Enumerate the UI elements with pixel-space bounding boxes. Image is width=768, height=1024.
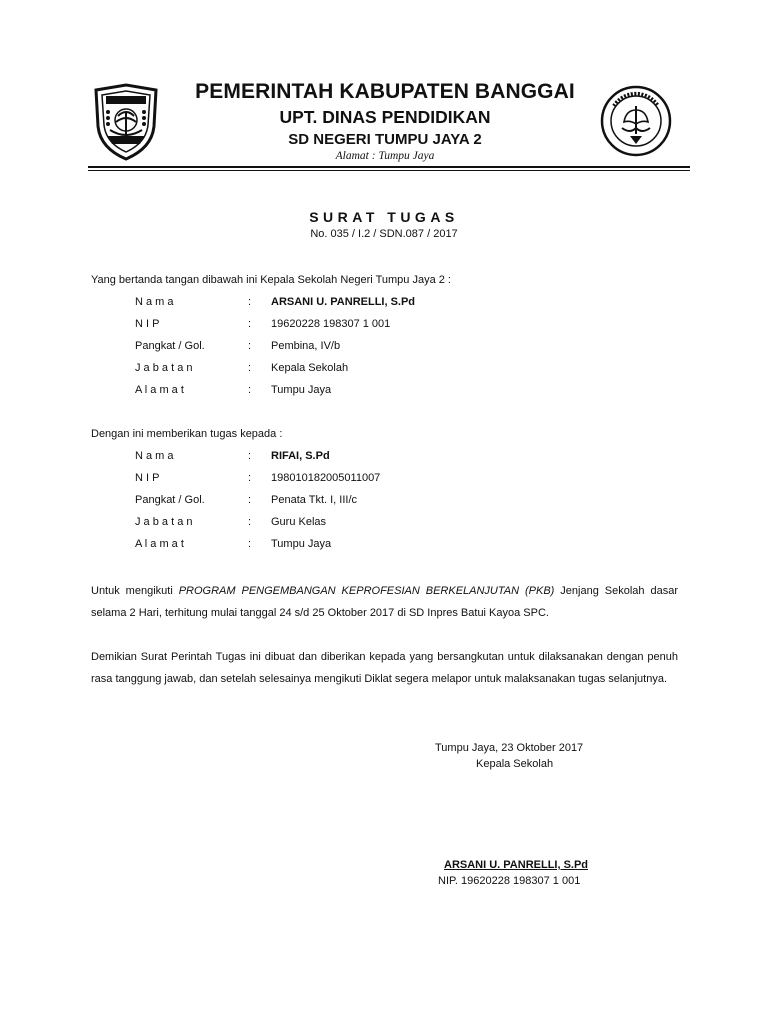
assignee-nip-value: 198010182005011007 (271, 472, 381, 484)
assignee-nip-label: N I P (135, 472, 160, 484)
assignee-position-label: J a b a t a n (135, 516, 193, 528)
assignment-details: Jenjang Sekolah dasar selama 2 Hari, terhitung mulai tanggal 24 s/d 25 Oktober 2017 di SD Inpres Batui Kayoa SPC. (91, 585, 678, 619)
signer-rank-value: Pembina, IV/b (271, 340, 341, 352)
colon: : (248, 362, 252, 374)
tut-wuri-handayani-emblem-icon (600, 84, 672, 158)
signer-nip-label: N I P (135, 318, 160, 330)
assignment-paragraph (91, 580, 678, 624)
signer-intro: Yang bertanda tangan dibawah ini Kepala Sekolah Negeri Tumpu Jaya 2 : (91, 274, 451, 286)
signer-name-label: N a m a (135, 296, 174, 308)
document-number: No. 035 / I.2 / SDN.087 / 2017 (310, 228, 458, 240)
signer-name-value: ARSANI U. PANRELLI, S.Pd (271, 296, 416, 308)
signature-position: Kepala Sekolah (476, 758, 554, 770)
colon: : (248, 516, 252, 528)
signer-address-label: A l a m a t (135, 384, 184, 396)
signer-address-value: Tumpu Jaya (271, 384, 332, 396)
header-divider-thin (88, 170, 690, 171)
assignee-address-value: Tumpu Jaya (271, 538, 332, 550)
colon: : (248, 494, 252, 506)
colon: : (248, 472, 252, 484)
signer-nip-value: 19620228 198307 1 001 (271, 318, 391, 330)
signature-nip: NIP. 19620228 198307 1 001 (438, 875, 581, 887)
assignee-position-value: Guru Kelas (271, 516, 327, 528)
banggai-regency-emblem-icon (90, 82, 162, 162)
header-divider-thick (88, 166, 690, 168)
colon: : (248, 318, 252, 330)
assignment-prefix: Untuk mengikuti (91, 585, 179, 597)
header-school-name: SD NEGERI TUMPU JAYA 2 (288, 131, 482, 148)
header-address: Alamat : Tumpu Jaya (335, 150, 435, 162)
assignee-address-label: A l a m a t (135, 538, 184, 550)
assignee-name-value: RIFAI, S.Pd (271, 450, 330, 462)
assignee-intro: Dengan ini memberikan tugas kepada : (91, 428, 283, 440)
header-government-title: PEMERINTAH KABUPATEN BANGGAI (195, 80, 575, 103)
assignee-rank-value: Penata Tkt. I, III/c (271, 494, 358, 506)
program-name: PROGRAM PENGEMBANGAN KEPROFESIAN BERKELANJUTAN (PKB) (178, 585, 555, 597)
colon: : (248, 384, 252, 396)
signer-position-value: Kepala Sekolah (271, 362, 349, 374)
colon: : (248, 296, 252, 308)
assignee-name-label: N a m a (135, 450, 174, 462)
signature-name: ARSANI U. PANRELLI, S.Pd (444, 859, 589, 871)
closing-paragraph: Demikian Surat Perintah Tugas ini dibuat dan diberikan kepada yang bersangkutan untuk dilaksanakan dengan penuh rasa tanggung jawab, dan setelah selesainya mengikuti Diklat segera melapor untuk malaksanakan tugas selanjutnya. (91, 651, 678, 685)
header-department-title: UPT. DINAS PENDIDIKAN (279, 107, 491, 127)
colon: : (248, 450, 252, 462)
signature-place-date: Tumpu Jaya, 23 Oktober 2017 (435, 742, 584, 754)
assignee-rank-label: Pangkat / Gol. (135, 494, 205, 506)
colon: : (248, 538, 252, 550)
document-title: SURAT TUGAS (309, 209, 459, 225)
signer-rank-label: Pangkat / Gol. (135, 340, 205, 352)
colon: : (248, 340, 252, 352)
signer-position-label: J a b a t a n (135, 362, 193, 374)
